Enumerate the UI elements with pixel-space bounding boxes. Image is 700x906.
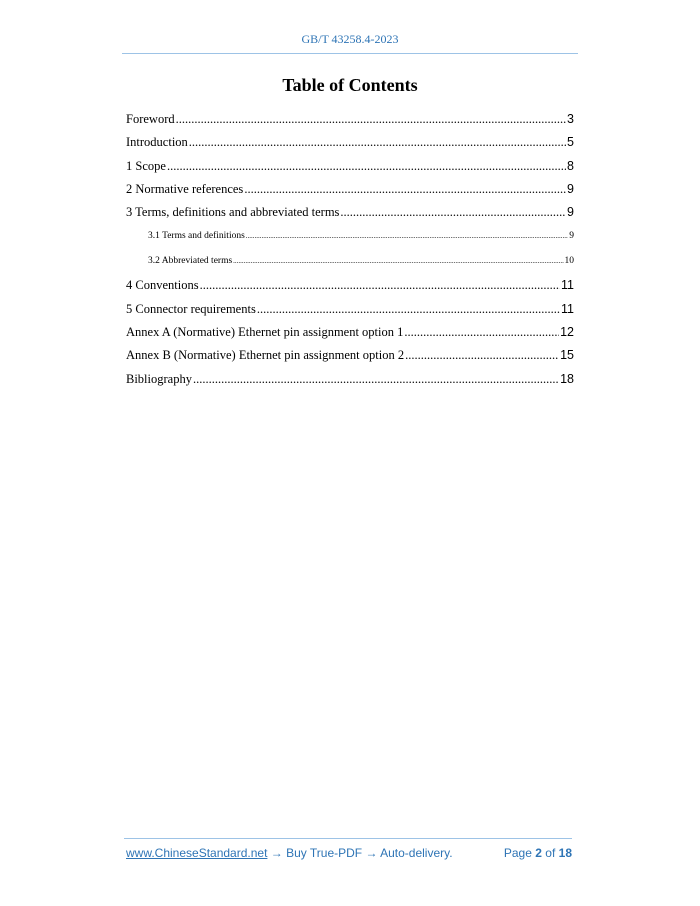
toc-entry-label: Introduction — [126, 135, 188, 150]
toc-leader-dots — [340, 201, 566, 224]
toc-leader-dots — [193, 368, 559, 391]
toc-entry-label: 1 Scope — [126, 158, 166, 173]
toc-entry-scope[interactable] — [126, 155, 574, 178]
toc-entry-introduction[interactable] — [126, 131, 574, 154]
toc-entry-page: 3 — [567, 112, 574, 126]
toc-entry-label: Bibliography — [126, 371, 192, 386]
footer-tagline: → Buy True-PDF → Auto-delivery. — [267, 846, 453, 860]
toc-entry-terms-definitions[interactable] — [126, 201, 574, 224]
toc-leader-dots — [246, 224, 568, 249]
page-number — [504, 846, 572, 860]
page-footer — [126, 846, 572, 860]
toc-entry-page: 8 — [567, 158, 574, 173]
toc-entry-page: 11 — [561, 301, 574, 316]
toc-leader-dots — [405, 344, 559, 367]
toc-entry-label: 3 Terms, definitions and abbreviated terms — [126, 205, 340, 220]
toc-subentry-abbreviated-terms[interactable] — [126, 249, 574, 274]
toc-entry-label: 5 Connector requirements — [126, 301, 256, 316]
toc-entry-label: 4 Conventions — [126, 278, 199, 293]
toc-entry-label: 2 Normative references — [126, 181, 244, 196]
toc-entry-label: Foreword — [126, 112, 175, 126]
toc-leader-dots — [257, 298, 560, 321]
toc-entry-page: 9 — [567, 181, 574, 196]
table-of-contents — [126, 108, 574, 391]
toc-entry-label: Annex A (Normative) Ethernet pin assignment option 1 — [126, 325, 404, 340]
toc-entry-connector-requirements[interactable] — [126, 298, 574, 321]
footer-divider — [124, 838, 572, 839]
toc-subentry-terms-and-definitions[interactable] — [126, 224, 574, 249]
toc-entry-page: 5 — [567, 135, 574, 150]
toc-entry-label: Annex B (Normative) Ethernet pin assignment option 2 — [126, 348, 405, 363]
toc-entry-annex-a[interactable] — [126, 321, 574, 344]
toc-leader-dots — [404, 321, 559, 344]
toc-entry-page: 18 — [560, 371, 574, 386]
toc-entry-annex-b[interactable] — [126, 344, 574, 367]
toc-leader-dots — [233, 249, 563, 274]
of-word: of — [545, 846, 556, 860]
toc-leader-dots — [244, 178, 566, 201]
toc-entry-bibliography[interactable] — [126, 368, 574, 391]
toc-entry-label: 3.1 Terms and definitions — [148, 231, 245, 242]
toc-entry-normative-references[interactable] — [126, 178, 574, 201]
toc-entry-page: 11 — [561, 278, 574, 293]
toc-entry-label: 3.2 Abbreviated terms — [148, 256, 233, 267]
toc-entry-foreword[interactable] — [126, 108, 574, 131]
toc-entry-page: 9 — [567, 205, 574, 220]
toc-leader-dots — [176, 108, 566, 131]
toc-leader-dots — [200, 274, 560, 297]
toc-entry-page: 15 — [560, 348, 574, 363]
toc-entry-page: 10 — [564, 256, 574, 267]
toc-title: Table of Contents — [282, 75, 418, 95]
page-total: 18 — [558, 846, 572, 860]
standard-code-header: GB/T 43258.4-2023 — [301, 32, 399, 46]
toc-entry-page: 12 — [560, 325, 574, 340]
toc-entry-page: 9 — [569, 231, 574, 242]
footer-promo — [126, 846, 453, 860]
toc-entry-conventions[interactable] — [126, 274, 574, 297]
header-divider — [122, 53, 578, 54]
page-current: 2 — [535, 846, 542, 860]
toc-leader-dots — [189, 131, 566, 154]
site-link[interactable]: www.ChineseStandard.net — [126, 846, 268, 860]
page-word: Page — [503, 846, 532, 860]
toc-leader-dots — [167, 155, 566, 178]
